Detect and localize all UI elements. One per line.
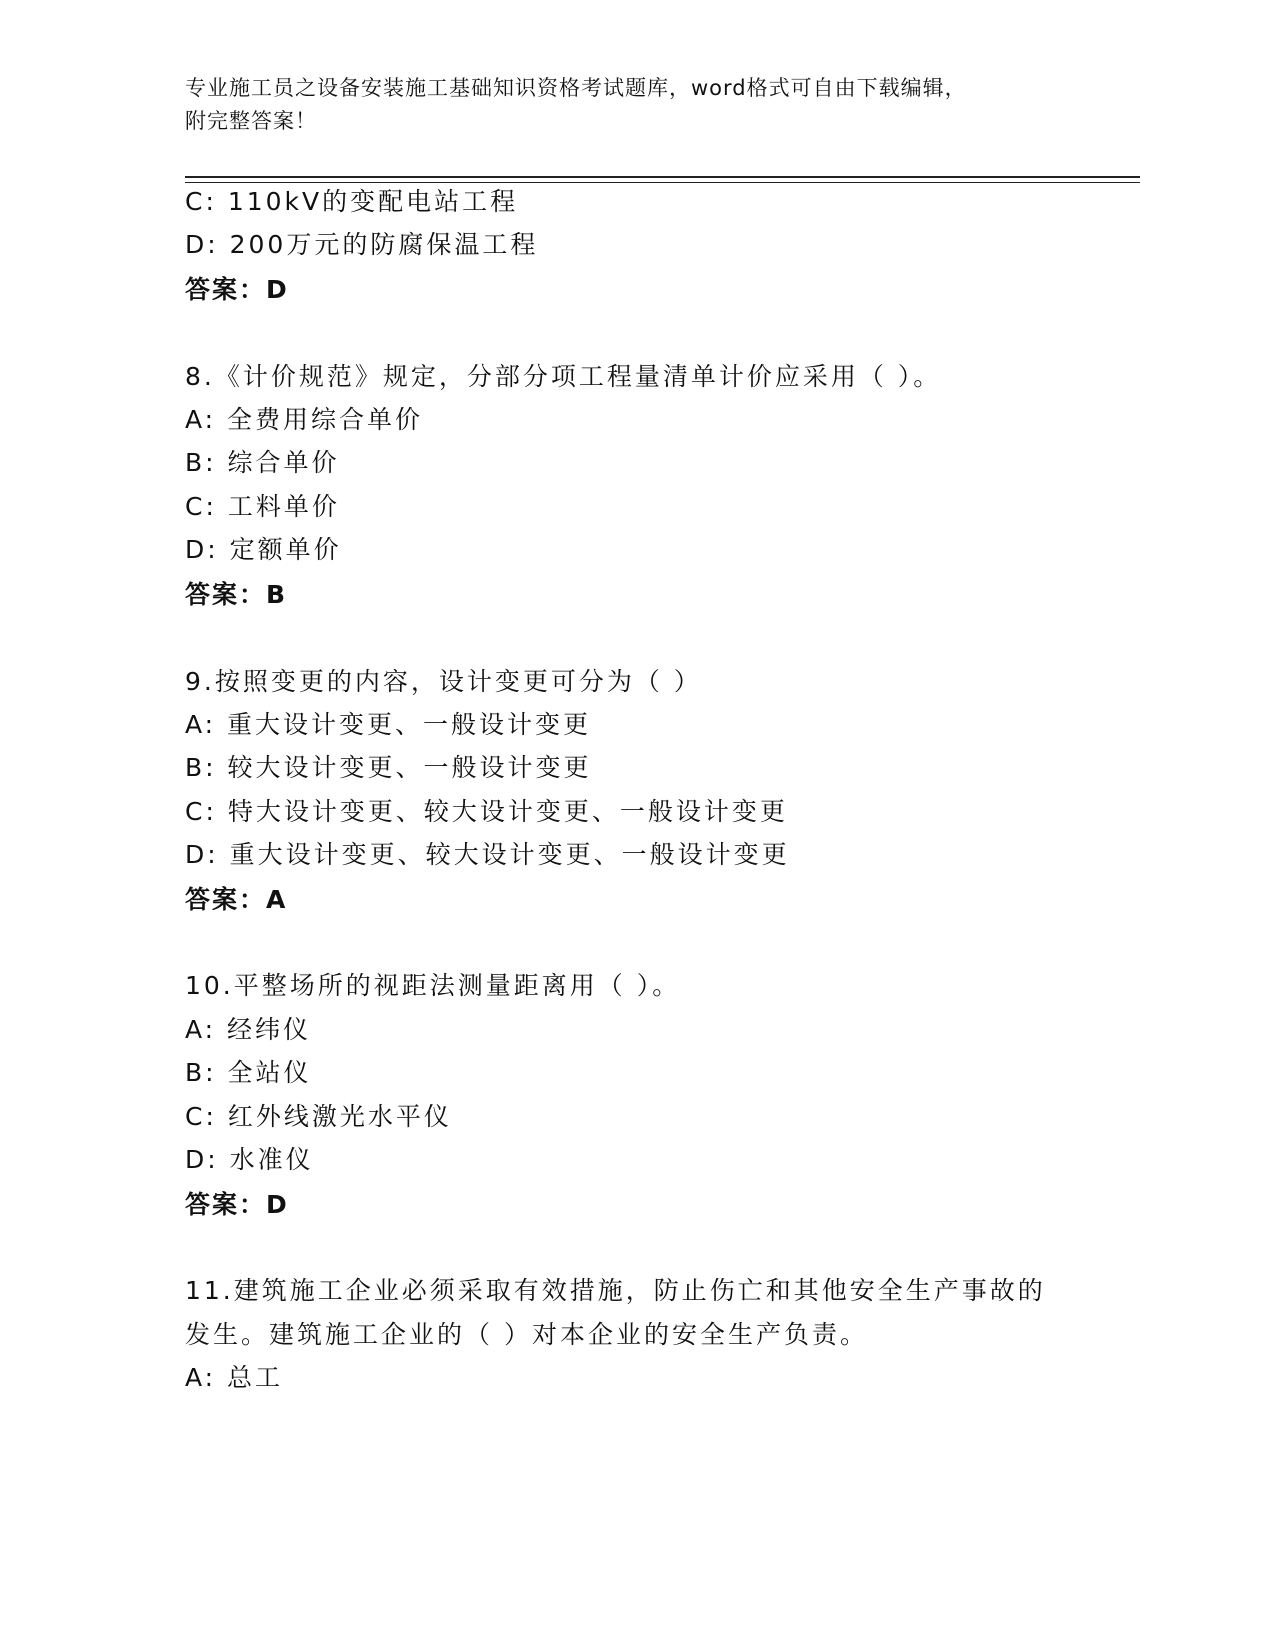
q9-option-b: B: 较大设计变更、一般设计变更 (185, 753, 592, 782)
q8-answer: 答案：B (185, 580, 288, 609)
q7-option-c: C: 110kV的变配电站工程 (185, 187, 519, 216)
q8-option-a: A: 全费用综合单价 (185, 405, 424, 434)
document-header (185, 72, 1085, 138)
header-divider-thick (185, 176, 1140, 178)
q10-option-c: C: 红外线激光水平仪 (185, 1102, 452, 1131)
q9-option-c: C: 特大设计变更、较大设计变更、一般设计变更 (185, 797, 788, 826)
q9-answer: 答案：A (185, 885, 288, 914)
header-divider-thin (185, 182, 1140, 183)
q7-option-d: D: 200万元的防腐保温工程 (185, 230, 539, 259)
q10-option-d: D: 水准仪 (185, 1145, 314, 1174)
q8-option-d: D: 定额单价 (185, 535, 342, 564)
q10-answer: 答案：D (185, 1190, 289, 1219)
q9-option-a: A: 重大设计变更、一般设计变更 (185, 710, 592, 739)
q9-option-d: D: 重大设计变更、较大设计变更、一般设计变更 (185, 840, 790, 869)
q11-option-a: A: 总工 (185, 1363, 284, 1392)
q8-option-b: B: 综合单价 (185, 448, 340, 477)
q7-answer: 答案：D (185, 275, 289, 304)
q9-question: 9.按照变更的内容，设计变更可分为（ ） (185, 667, 702, 696)
q8-option-c: C: 工料单价 (185, 492, 340, 521)
q11-question-line-2: 发生。建筑施工企业的（ ）对本企业的安全生产负责。 (185, 1320, 868, 1349)
q10-option-b: B: 全站仪 (185, 1058, 312, 1087)
header-line-2: 附完整答案！ (185, 109, 317, 133)
header-line-1: 专业施工员之设备安装施工基础知识资格考试题库，word格式可自由下载编辑， (185, 76, 967, 100)
q11-question-line-1: 11.建筑施工企业必须采取有效措施，防止伤亡和其他安全生产事故的 (185, 1276, 1046, 1305)
q8-question: 8.《计价规范》规定，分部分项工程量清单计价应采用（ ）。 (185, 362, 942, 391)
q10-question: 10.平整场所的视距法测量距离用（ ）。 (185, 971, 681, 1000)
q10-option-a: A: 经纬仪 (185, 1015, 312, 1044)
